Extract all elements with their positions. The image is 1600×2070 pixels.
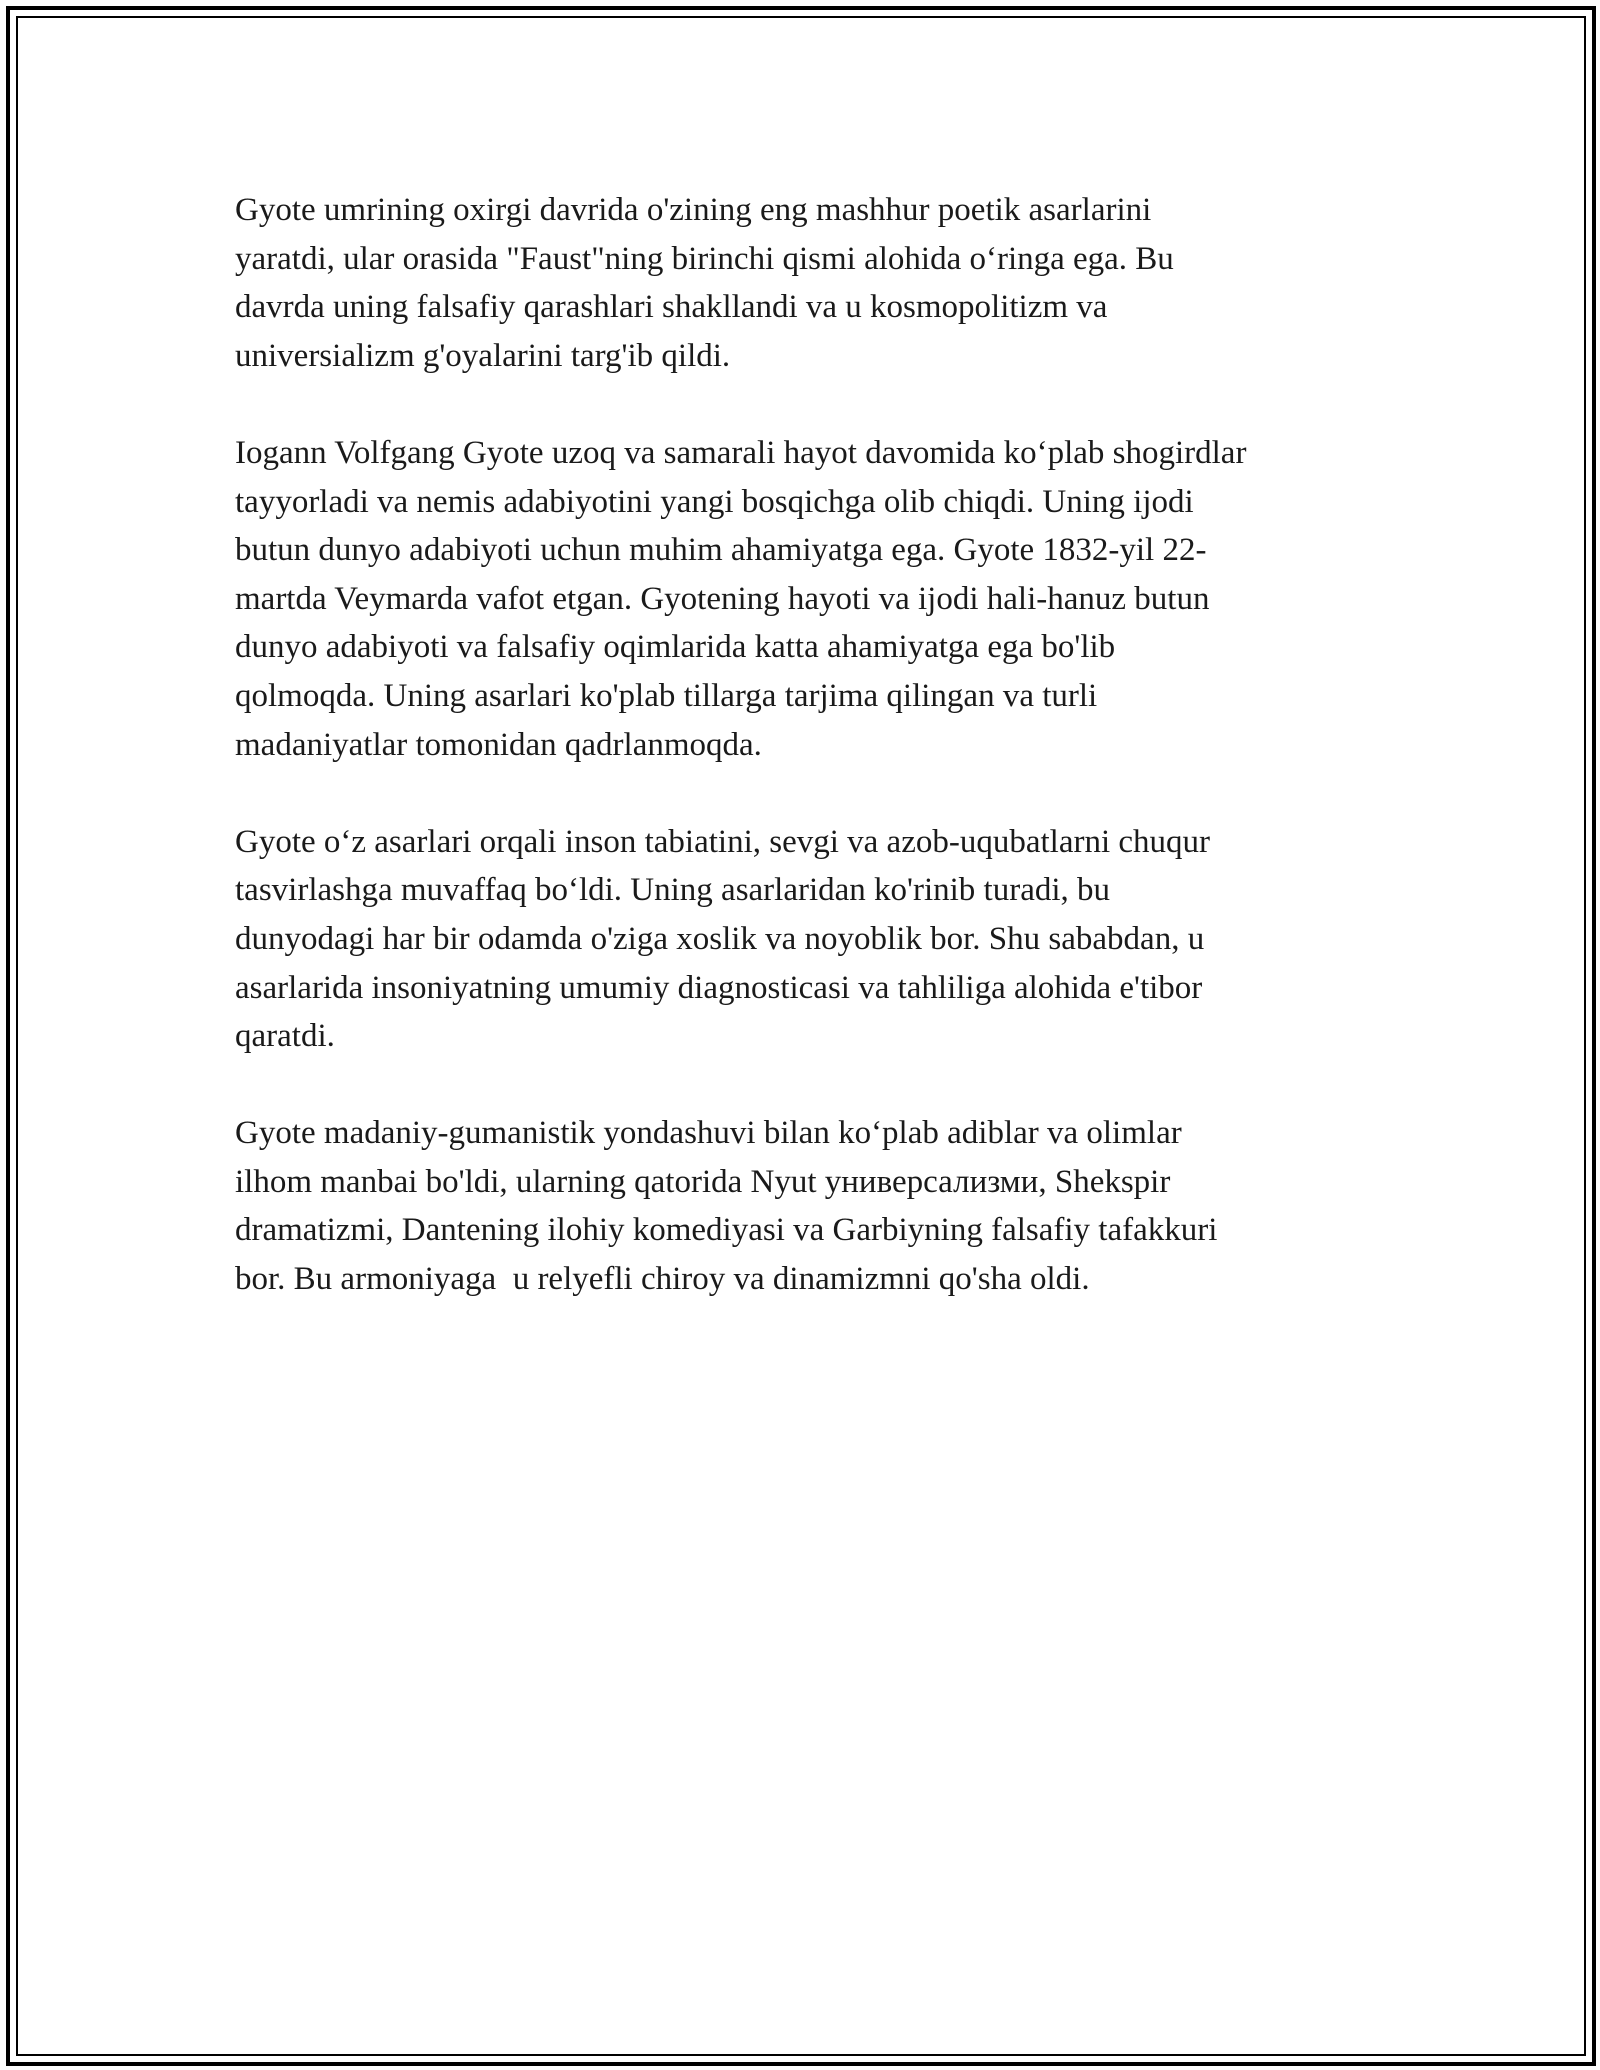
paragraph-line: dunyo adabiyoti va falsafiy oqimlarida katta ahamiyatga ega bo'lib — [235, 629, 1116, 666]
paragraph-line: butun dunyo adabiyoti uchun muhim ahamiyatga ega. Gyote 1832-yil 22- — [235, 532, 1207, 569]
paragraph-2 — [235, 429, 1395, 769]
paragraph-line: universializm g'oyalarini targ'ib qildi. — [235, 337, 731, 374]
paragraph-line: bor. Bu armoniyaga u relyefli chiroy va dinamizmni qo'sha oldi. — [235, 1261, 1090, 1298]
paragraph-line: Gyote umrining oxirgi davrida o'zining eng mashhur poetik asarlarini — [235, 192, 1152, 228]
paragraph-line: tasvirlashga muvaffaq bo‘ldi. Uning asarlaridan ko'rinib turadi, bu — [235, 872, 1111, 909]
paragraph-line: yaratdi, ular orasida "Faust"ning birinchi qismi alohida o‘ringa ega. Bu — [235, 240, 1174, 277]
paragraph-line: asarlarida insoniyatning umumiy diagnosticasi va tahliliga alohida e'tibor — [235, 969, 1203, 1006]
paragraph-line: madaniyatlar tomonidan qadrlanmoqda. — [235, 726, 762, 763]
paragraph-line: ilhom manbai bo'ldi, ularning qatorida Nyut универсализми, Shekspir — [235, 1163, 1171, 1200]
paragraph-gap — [235, 380, 1395, 429]
paragraph-line: qolmoqda. Uning asarlari ko'plab tillarga tarjima qilingan va turli — [235, 677, 1098, 714]
paragraph-line: Gyote madaniy-gumanistik yondashuvi bilan ko‘plab adiblar va olimlar — [235, 1115, 1182, 1152]
paragraph-1 — [235, 186, 1395, 380]
paragraph-line: davrda uning falsafiy qarashlari shakllandi va u kosmopolitizm va — [235, 289, 1108, 326]
paragraph-3 — [235, 818, 1395, 1061]
paragraph-gap — [235, 1061, 1395, 1110]
paragraph-line: qaratdi. — [235, 1018, 335, 1055]
paragraph-line: dunyodagi har bir odamda o'ziga xoslik va noyoblik bor. Shu sababdan, u — [235, 920, 1205, 957]
paragraph-line: Iogann Volfgang Gyote uzoq va samarali hayot davomida ko‘plab shogirdlar — [235, 434, 1247, 471]
paragraph-gap — [235, 769, 1395, 818]
document-body — [235, 186, 1395, 1304]
paragraph-line: tayyorladi va nemis adabiyotini yangi bosqichga olib chiqdi. Uning ijodi — [235, 483, 1194, 520]
paragraph-line: Gyote o‘z asarlari orqali inson tabiatini, sevgi va azob-uqubatlarni chuqur — [235, 823, 1211, 860]
paragraph-line: dramatizmi, Dantening ilohiy komediyasi va Garbiyning falsafiy tafakkuri — [235, 1212, 1218, 1249]
paragraph-line: martda Veymarda vafot etgan. Gyotening hayoti va ijodi hali-hanuz butun — [235, 580, 1210, 617]
paragraph-4 — [235, 1109, 1395, 1303]
